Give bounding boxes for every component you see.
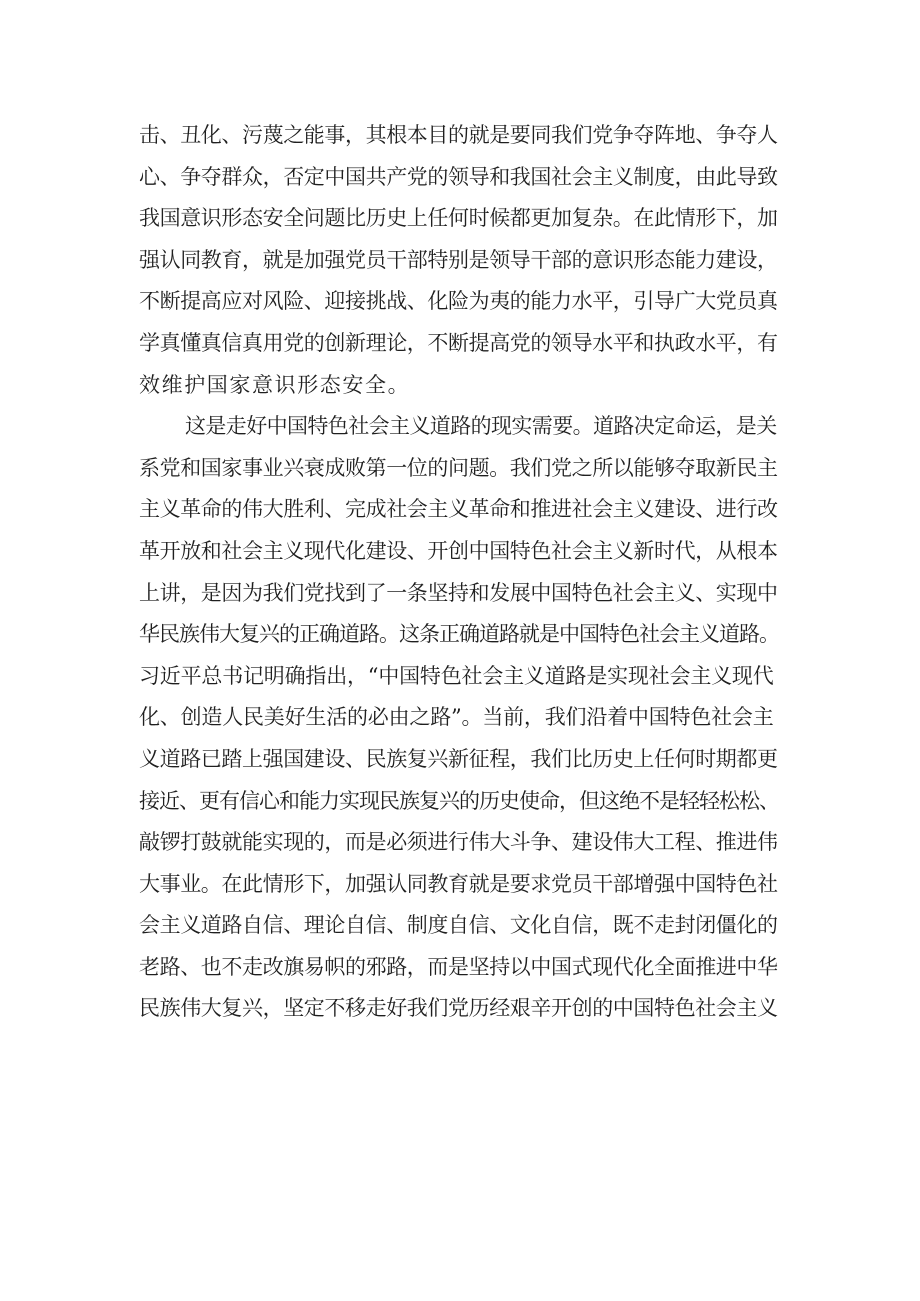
text-line: 学真懂真信真用党的创新理论，不断提高党的领导水平和执政水平，有 <box>139 330 778 355</box>
text-line: 接近、更有信心和能力实现民族复兴的历史使命，但这绝不是轻轻松松、 <box>139 788 779 813</box>
text-line: 主义革命的伟大胜利、完成社会主义革命和推进社会主义建设、进行改 <box>139 497 778 522</box>
text-line: 民族伟大复兴，坚定不移走好我们党历经艰辛开创的中国特色社会主义 <box>139 996 778 1021</box>
text-line: 我国意识形态安全问题比历史上任何时候都更加复杂。在此情形下，加 <box>139 206 778 231</box>
text-line: 革开放和社会主义现代化建设、开创中国特色社会主义新时代，从根本 <box>139 538 778 563</box>
text-line: 习近平总书记明确指出，“中国特色社会主义道路是实现社会主义现代 <box>139 663 774 688</box>
text-line: 老路、也不走改旗易帜的邪路，而是坚持以中国式现代化全面推进中华 <box>139 954 778 979</box>
paragraph-2 <box>139 406 779 1030</box>
text-line: 不断提高应对风险、迎接挑战、化险为夷的能力水平，引导广大党员真 <box>139 289 778 314</box>
text-line: 敲锣打鼓就能实现的，而是必须进行伟大斗争、建设伟大工程、推进伟 <box>139 830 778 855</box>
text-line: 大事业。在此情形下，加强认同教育就是要求党员干部增强中国特色社 <box>139 871 778 896</box>
text-line: 系党和国家事业兴衰成败第一位的问题。我们党之所以能够夺取新民主 <box>139 455 778 480</box>
text-line: 华民族伟大复兴的正确道路。这条正确道路就是中国特色社会主义道路。 <box>139 622 779 647</box>
text-line: 这是走好中国特色社会主义道路的现实需要。道路决定命运，是关 <box>185 414 777 439</box>
text-line: 会主义道路自信、理论自信、制度自信、文化自信，既不走封闭僵化的 <box>139 913 778 938</box>
text-line: 义道路已踏上强国建设、民族复兴新征程，我们比历史上任何时期都更 <box>139 746 778 771</box>
text-line: 上讲，是因为我们党找到了一条坚持和发展中国特色社会主义、实现中 <box>139 580 778 605</box>
text-line: 心、争夺群众，否定中国共产党的领导和我国社会主义制度，由此导致 <box>139 164 778 189</box>
paragraph-1 <box>139 115 779 406</box>
document-body <box>139 115 779 1030</box>
text-line: 击、丑化、污蔑之能事，其根本目的就是要同我们党争夺阵地、争夺人 <box>139 123 778 147</box>
text-line: 强认同教育，就是加强党员干部特别是领导干部的意识形态能力建设， <box>139 247 778 272</box>
text-line: 效维护国家意识形态安全。 <box>139 372 411 397</box>
text-line: 化、创造人民美好生活的必由之路”。当前，我们沿着中国特色社会主 <box>139 705 774 730</box>
